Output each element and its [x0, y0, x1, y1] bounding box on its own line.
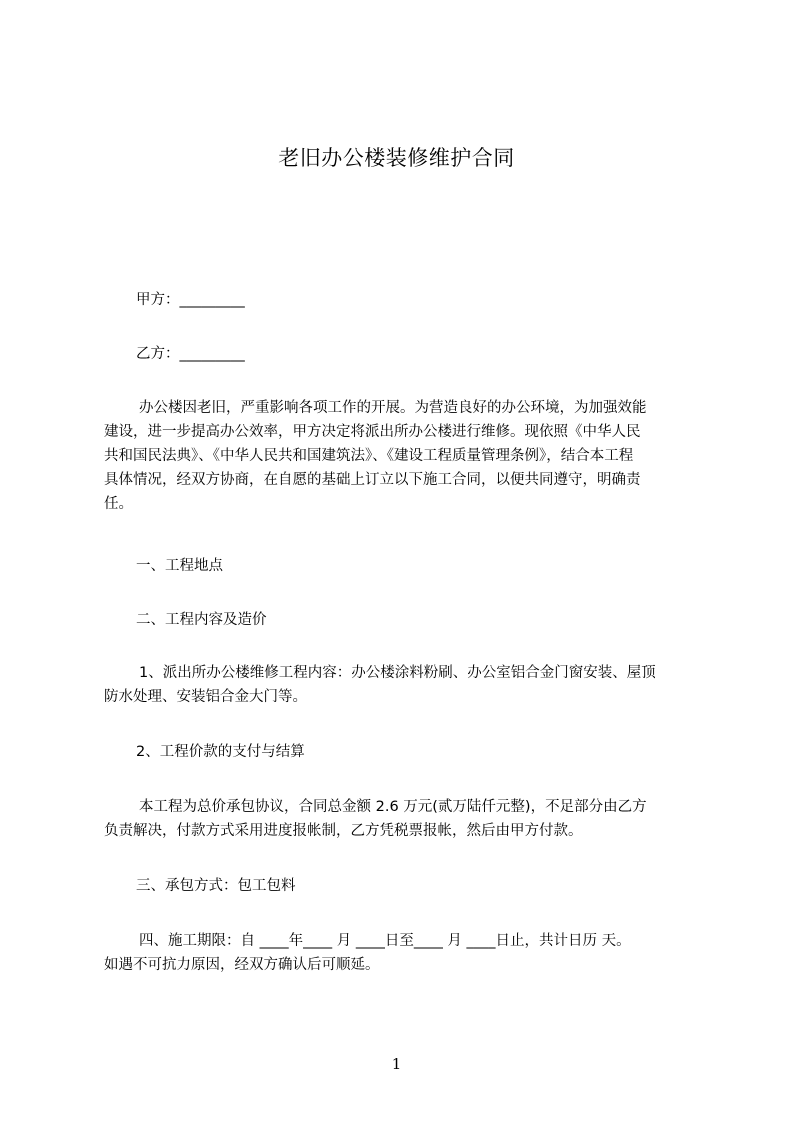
item-2-heading: 2、工程价款的支付与结算	[136, 744, 305, 760]
section-heading: 三、承包方式：包工包料	[136, 878, 296, 894]
intro-line: 共和国民法典》、《中华人民共和国建筑法》、《建设工程质量管理条例》，结合本工程	[104, 448, 634, 464]
payment-line: 负责解决，付款方式采用进度报帐制，乙方凭税票报帐，然后由甲方付款。	[104, 823, 583, 839]
intro-line: 具体情况，经双方协商，在自愿的基础上订立以下施工合同，以便共同遵守，明确责	[104, 472, 641, 488]
intro-line: 任。	[104, 496, 133, 512]
item-1-line: 1、派出所办公楼维修工程内容：办公楼涂料粉刷、办公室铝合金门窗安装、屋顶	[139, 665, 656, 681]
section-4-paragraph	[104, 929, 704, 977]
document-title: 老旧办公楼装修维护合同	[278, 146, 515, 170]
section-heading: 一、工程地点	[136, 558, 223, 574]
section-4-line: 四、施工期限：自 ____年____ 月 ____日至____ 月 ____日止，共计日历 天。	[139, 933, 631, 949]
party-b-line: 乙方：_________	[136, 346, 245, 362]
page-number: 1	[391, 1055, 402, 1073]
item-1-paragraph	[104, 661, 704, 709]
intro-line: 建设，进一步提高办公效率，甲方决定将派出所办公楼进行维修。现依照《中华人民	[104, 424, 641, 440]
payment-paragraph	[104, 795, 704, 843]
section-heading: 二、工程内容及造价	[136, 612, 267, 628]
payment-line: 本工程为总价承包协议，合同总金额 2.6 万元(贰万陆仟元整)，不足部分由乙方	[139, 799, 647, 815]
intro-paragraph	[104, 396, 704, 516]
party-a-line: 甲方：_________	[136, 292, 245, 308]
section-4-line: 如遇不可抗力原因，经双方确认后可顺延。	[104, 957, 380, 973]
intro-line: 办公楼因老旧，严重影响各项工作的开展。为营造良好的办公环境，为加强效能	[139, 400, 647, 416]
item-1-line: 防水处理、安装铝合金大门等。	[104, 689, 307, 705]
